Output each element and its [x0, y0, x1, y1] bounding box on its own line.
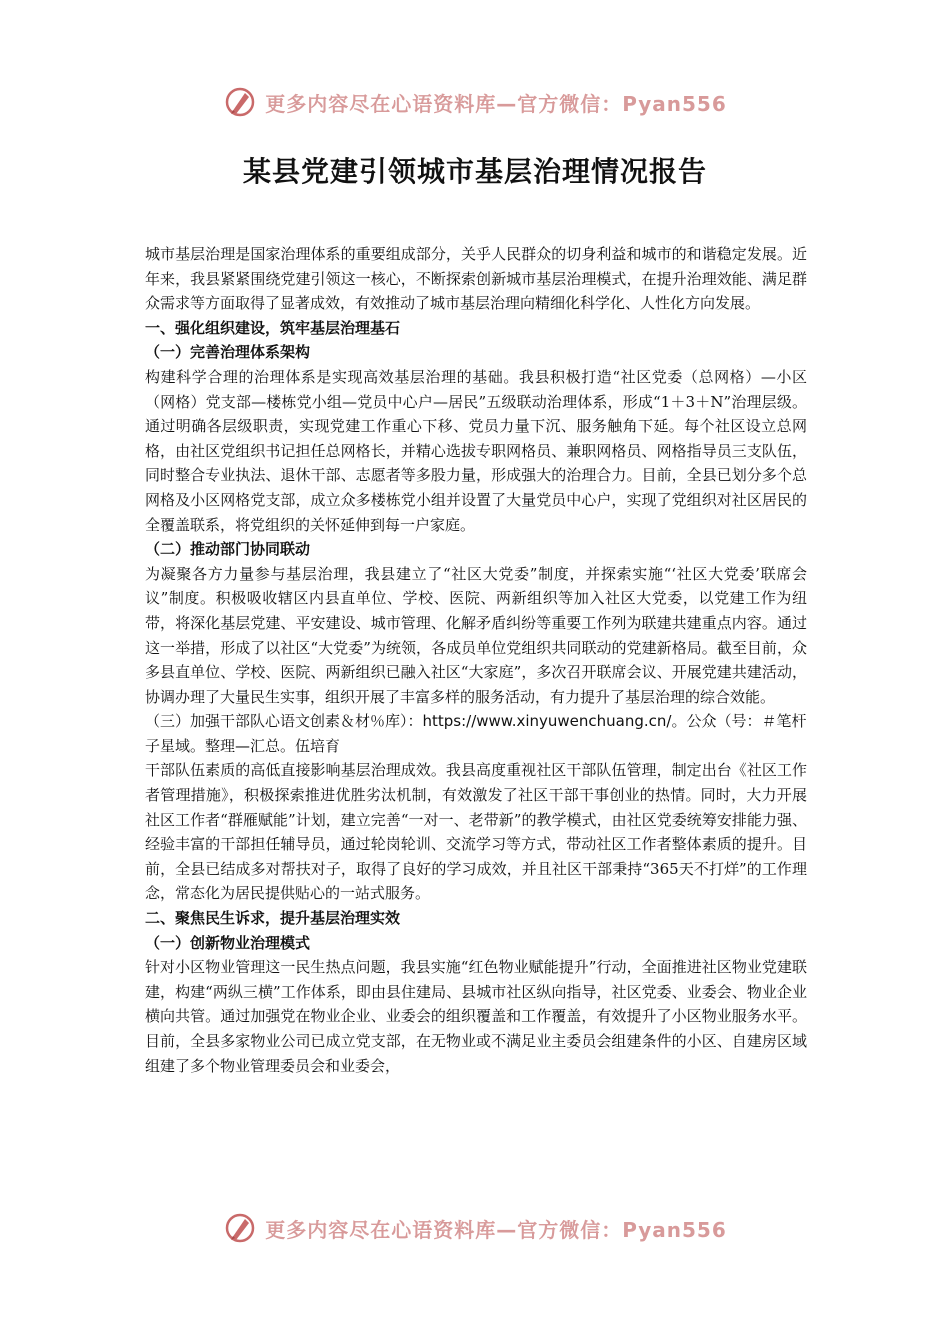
section-2-heading: 二、聚焦民生诉求，提升基层治理实效 [145, 909, 401, 928]
pen-nib-logo-icon [223, 1211, 257, 1245]
document-body [145, 242, 807, 1078]
section-1-3-heading: （三）加强干部队心语文创素＆材％库）：https://www.xinyuwenchuang.cn/。公众（号：＃笔杆子星域。整理—汇总。伍培育 [145, 712, 807, 755]
section-1-1-paragraph: 构建科学合理的治理体系是实现高效基层治理的基础。我县积极打造“社区党委（总网格）—小区（网格）党支部—楼栋党小组—党员中心户—居民”五级联动治理体系，形成“1＋3＋N”治理层级。通过明确各层级职责，实现党建工作重心下移、党员力量下沉、服务触角下延。每个社区设立总网格，由社区党组织书记担任总网格长，并精心选拔专职网格员、兼职网格员、网格指导员三支队伍，同时整合专业执法、退休干部、志愿者等多股力量，形成强大的治理合力。目前，全县已划分多个总网格及小区网格党支部，成立众多楼栋党小组并设置了大量党员中心户，实现了党组织对社区居民的全覆盖联系，将党组织的关怀延伸到每一户家庭。 [145, 367, 807, 534]
intro-paragraph: 城市基层治理是国家治理体系的重要组成部分，关乎人民群众的切身利益和城市的和谐稳定发展。近年来，我县紧紧围绕党建引领这一核心，不断探索创新城市基层治理模式，在提升治理效能、满足群众需求等方面取得了显著成效，有效推动了城市基层治理向精细化科学化、人性化方向发展。 [145, 245, 807, 313]
section-1-2-heading: （二）推动部门协同联动 [145, 540, 311, 559]
section-2-1-paragraph: 针对小区物业管理这一民生热点问题，我县实施“红色物业赋能提升”行动，全面推进社区物业党建联建，构建“两纵三横”工作体系，即由县住建局、县城市社区纵向指导，社区党委、业委会、物业企业横向共管。通过加强党在物业企业、业委会的组织覆盖和工作覆盖，有效提升了小区物业服务水平。目前，全县多家物业公司已成立党支部，在无物业或不满足业主委员会组建条件的小区、自建房区域组建了多个物业管理委员会和业委会， [145, 958, 807, 1075]
section-2-1-heading: （一）创新物业治理模式 [145, 933, 311, 952]
section-1-1-heading: （一）完善治理体系架构 [145, 343, 311, 362]
watermark-text: 更多内容尽在心语资料库—官方微信：Pyan556 [265, 1217, 727, 1242]
section-1-2-paragraph: 为凝聚各方力量参与基层治理，我县建立了“社区大党委”制度，并探索实施“‘社区大党委’联席会议”制度。积极吸收辖区内县直单位、学校、医院、两新组织等加入社区大党委，以党建工作为纽带，将深化基层党建、平安建设、城市管理、化解矛盾纠纷等重要工作列为联建共建重点内容。通过这一举措，形成了以社区“大党委”为统领，各成员单位党组织共同联动的党建新格局。截至目前，众多县直单位、学校、医院、两新组织已融入社区“大家庭”，多次召开联席会议、开展党建共建活动，协调办理了大量民生实事，组织开展了丰富多样的服务活动，有力提升了基层治理的综合效能。 [145, 564, 807, 706]
section-1-heading: 一、强化组织建设，筑牢基层治理基石 [145, 318, 401, 337]
pen-nib-logo-icon [223, 85, 257, 119]
watermark-text: 更多内容尽在心语资料库—官方微信：Pyan556 [265, 91, 727, 116]
watermark-banner-top [0, 82, 950, 122]
document-title: 某县党建引领城市基层治理情况报告 [242, 155, 707, 188]
watermark-banner-bottom [0, 1208, 950, 1248]
section-1-3-paragraph: 干部队伍素质的高低直接影响基层治理成效。我县高度重视社区干部队伍管理，制定出台《社区工作者管理措施》，积极探索推进优胜劣汰机制，有效激发了社区干部干事创业的热情。同时，大力开展社区工作者“群雁赋能”计划，建立完善“一对一、老带新”的教学模式，由社区党委统筹安排能力强、经验丰富的干部担任辅导员，通过轮岗轮训、交流学习等方式，带动社区工作者整体素质的提升。目前，全县已结成多对帮扶对子，取得了良好的学习成效，并且社区干部秉持“365天不打烊”的工作理念，常态化为居民提供贴心的一站式服务。 [145, 761, 807, 903]
